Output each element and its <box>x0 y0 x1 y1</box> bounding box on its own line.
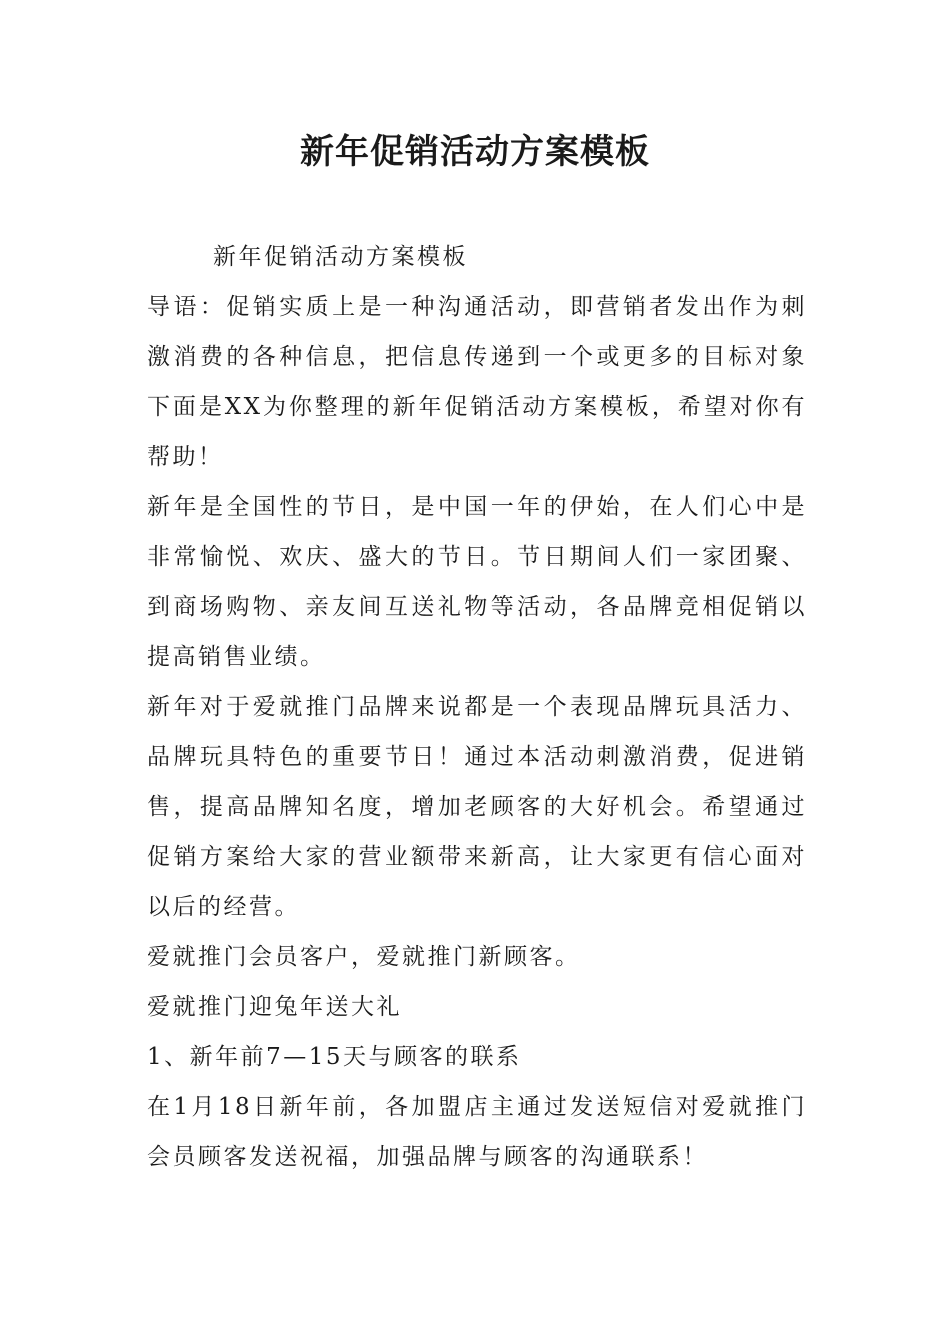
document-body <box>147 232 807 1182</box>
paragraph-purpose: 新年对于爱就推门品牌来说都是一个表现品牌玩具活力、品牌玩具特色的重要节日！通过本活动刺激消费，促进销售，提高品牌知名度，增加老顾客的大好机会。希望通过促销方案给大家的营业额带来新高，让大家更有信心面对以后的经营。 <box>147 694 807 920</box>
paragraph-theme: 爱就推门迎兔年送大礼 <box>147 994 402 1020</box>
paragraph-intro: 导语：促销实质上是一种沟通活动，即营销者发出作为刺激消费的各种信息，把信息传递到一个或更多的目标对象下面是XX为你整理的新年促销活动方案模板，希望对你有帮助！ <box>147 294 807 470</box>
paragraph-subtitle: 新年促销活动方案模板 <box>213 244 468 270</box>
paragraph-section-content: 在1月18日新年前，各加盟店主通过发送短信对爱就推门会员顾客发送祝福，加强品牌与顾客的沟通联系！ <box>147 1094 807 1170</box>
paragraph-background: 新年是全国性的节日，是中国一年的伊始，在人们心中是非常愉悦、欢庆、盛大的节日。节日期间人们一家团聚、到商场购物、亲友间互送礼物等活动，各品牌竞相促销以提高销售业绩。 <box>147 494 807 670</box>
paragraph-section-heading: 1、新年前7—15天与顾客的联系 <box>147 1044 522 1070</box>
paragraph-target: 爱就推门会员客户，爱就推门新顾客。 <box>147 944 581 970</box>
page-title: 新年促销活动方案模板 <box>300 132 650 172</box>
